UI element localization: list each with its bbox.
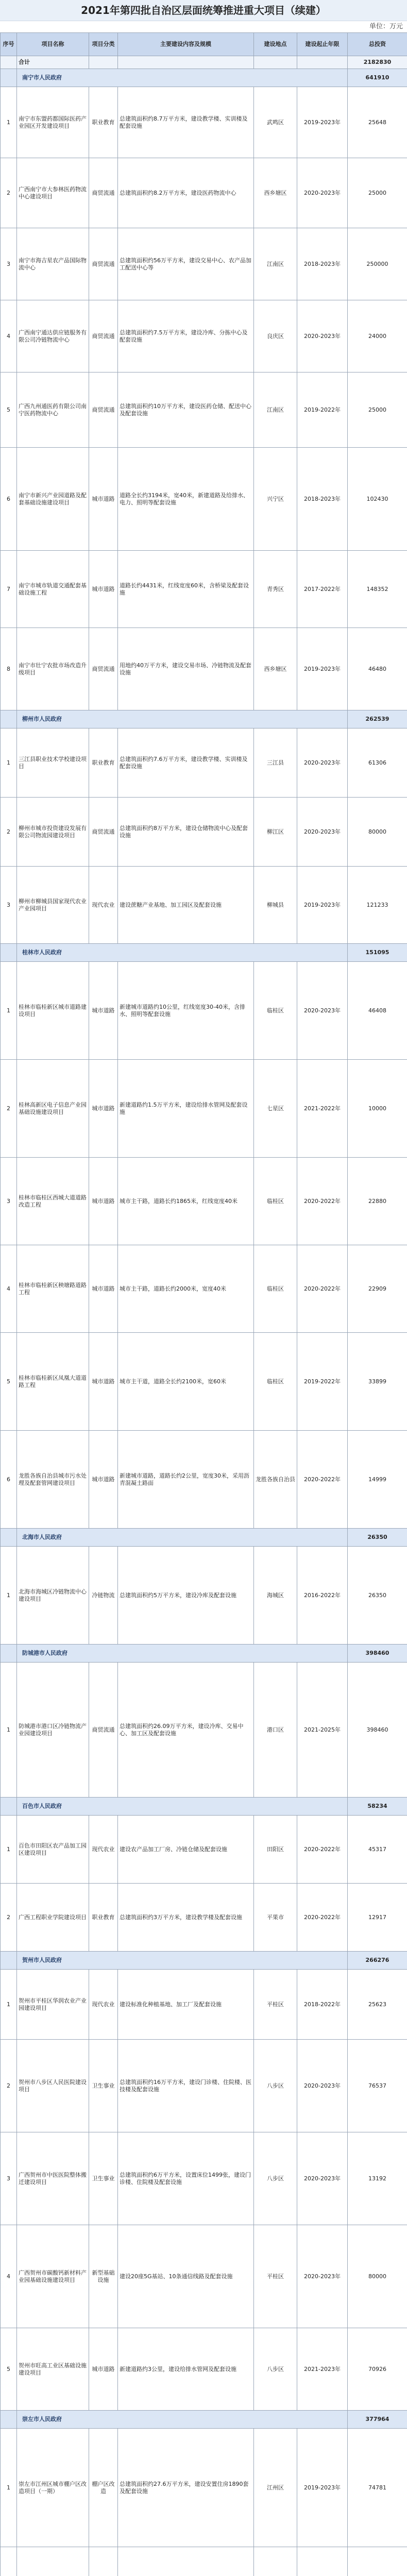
project-name: 贺州市八步区人民医院建设项目 (17, 2040, 89, 2132)
group-name: 北海市人民政府 (17, 1529, 348, 1547)
table-row (1, 1547, 407, 1645)
project-description: 道路长约4431米，红线宽度60米，含桥梁及配套设施 (118, 551, 254, 628)
project-investment: 45317 (348, 1816, 407, 1884)
project-description: 总建筑面积约10万平方米，建设医药仓储、配送中心及配套设施 (118, 372, 254, 448)
row-no: 3 (1, 228, 17, 300)
project-name: 龙胜各族自治县城市污水处理及配套管网建设项目 (17, 1431, 89, 1529)
table-row (1, 728, 407, 798)
row-no: 1 (1, 962, 17, 1060)
project-category: 职业教育 (89, 728, 118, 798)
project-investment: 70926 (348, 2328, 407, 2411)
project-years: 2020-2023年 (297, 2225, 348, 2328)
project-investment: 46480 (348, 628, 407, 710)
project-name: 广西九州通医药有限公司南宁医药物流中心 (17, 372, 89, 448)
project-investment: 46408 (348, 962, 407, 1060)
project-description: 总建筑面积约8.2万平方米，建设医药物流中心 (118, 158, 254, 228)
table-row (1, 1970, 407, 2040)
project-category: 城市道路 (89, 962, 118, 1060)
total-amount: 2182830 (348, 56, 407, 69)
project-category: 现代农业 (89, 1970, 118, 2040)
project-name: 南宁市新兴产业园道路及配套基础设施建设项目 (17, 448, 89, 551)
group-row (1, 69, 407, 87)
project-category: 商贸流通 (89, 158, 118, 228)
table-row (1, 2040, 407, 2132)
project-category: 城市道路 (89, 1333, 118, 1431)
project-location: 武鸣区 (254, 87, 297, 158)
project-investment: 121233 (348, 867, 407, 944)
project-years: 2020-2022年 (297, 1431, 348, 1529)
project-name: 北海市海城区冷链物流中心建设项目 (17, 1547, 89, 1645)
project-location: 临桂区 (254, 1245, 297, 1333)
project-description: 新建城市道路约10公里，红线宽度30-40米，含排水、照明等配套设施 (118, 962, 254, 1060)
group-no-cell (1, 69, 17, 87)
project-location: 八步区 (254, 2132, 297, 2225)
project-location: 江南区 (254, 372, 297, 448)
project-description: 总建筑面积约6万平方米，设置床位1499张，建设门诊楼、住院楼及配套设施 (118, 2132, 254, 2225)
table-row (1, 1060, 407, 1158)
project-investment: 25000 (348, 372, 407, 448)
group-no-cell (1, 1798, 17, 1816)
project-name: 桂林市临桂新区城市道路建设项目 (17, 962, 89, 1060)
project-investment: 102430 (348, 448, 407, 551)
row-no: 3 (1, 1158, 17, 1245)
group-no-cell (1, 710, 17, 728)
project-description: 建设农产品加工厂房、冷链仓储及配套设施 (118, 1816, 254, 1884)
project-description: 城市主干路，道路长约1865米，红线宽度40米 (118, 1158, 254, 1245)
project-location: 七星区 (254, 1060, 297, 1158)
project-name: 广西南宁市大参林医药物流中心建设项目 (17, 158, 89, 228)
project-category: 商贸流通 (89, 798, 118, 867)
row-no: 2 (1, 158, 17, 228)
project-description: 总建筑面积约56万平方米，建设交易中心、农产品加工配送中心等 (118, 228, 254, 300)
table-row (1, 158, 407, 228)
group-amount: 58234 (348, 1798, 407, 1816)
project-location: 平桂区 (254, 2225, 297, 2328)
project-category: 职业教育 (89, 87, 118, 158)
row-no: 1 (1, 1663, 17, 1798)
group-row (1, 710, 407, 728)
project-name: 柳州市城市投资建设发展有限公司物流园建设项目 (17, 798, 89, 867)
project-location: 青秀区 (254, 551, 297, 628)
table-row (1, 1431, 407, 1529)
table-row (1, 1158, 407, 1245)
group-name: 崇左市人民政府 (17, 2411, 348, 2429)
project-description: 新建道路约3公里，建设给排水管网及配套设施 (118, 2328, 254, 2411)
project-years: 2020-2022年 (297, 1158, 348, 1245)
group-no-cell (1, 1529, 17, 1547)
table-row (1, 228, 407, 300)
group-name: 贺州市人民政府 (17, 1952, 348, 1970)
project-investment: 12917 (348, 1884, 407, 1952)
table-row (1, 1884, 407, 1952)
project-location: 临桂区 (254, 1158, 297, 1245)
project-name: 桂林市临桂新区秧塘路道路工程 (17, 1245, 89, 1333)
project-description (118, 2547, 254, 2576)
project-category: 卫生事业 (89, 2132, 118, 2225)
row-no: 6 (1, 448, 17, 551)
project-years: 2021-2023年 (297, 2328, 348, 2411)
table-row (1, 87, 407, 158)
row-no: 8 (1, 628, 17, 710)
header-no: 序号 (1, 33, 17, 56)
project-name: 贺州市旺高工业区基础设施建设项目 (17, 2328, 89, 2411)
project-location: 兴宁区 (254, 448, 297, 551)
project-category: 新型基础设施 (89, 2225, 118, 2328)
group-name: 百色市人民政府 (17, 1798, 348, 1816)
row-no: 3 (1, 867, 17, 944)
project-name: 广西贺州市中医医院整体搬迁建设项目 (17, 2132, 89, 2225)
header-row (1, 33, 407, 56)
row-no: 3 (1, 2132, 17, 2225)
project-category: 商贸流通 (89, 372, 118, 448)
project-name: 广西贺州市碳酸钙新材料产业园基础设施建设项目 (17, 2225, 89, 2328)
project-category: 职业教育 (89, 1884, 118, 1952)
project-description: 建设蔗糖产业基地、加工园区及配套设施 (118, 867, 254, 944)
project-description: 建设20座5G基站、10条通信线路及配套设施 (118, 2225, 254, 2328)
project-years: 2020-2023年 (297, 728, 348, 798)
table-row (1, 448, 407, 551)
project-years: 2019-2023年 (297, 87, 348, 158)
project-location: 八步区 (254, 2328, 297, 2411)
group-amount: 26350 (348, 1529, 407, 1547)
table-row (1, 2328, 407, 2411)
project-investment: 80000 (348, 798, 407, 867)
project-location: 临桂区 (254, 962, 297, 1060)
table-row (1, 798, 407, 867)
group-row (1, 1798, 407, 1816)
project-years: 2020-2023年 (297, 158, 348, 228)
total-empty-cell (254, 56, 297, 69)
header-location: 建设地点 (254, 33, 297, 56)
project-name: 桂林高新区电子信息产业园基础设施建设项目 (17, 1060, 89, 1158)
total-empty-cell (297, 56, 348, 69)
group-no-cell (1, 1952, 17, 1970)
project-years: 2020-2022年 (297, 1816, 348, 1884)
project-description: 新建城市道路，道路长约2公里，宽度30米，采用沥青混凝土路面 (118, 1431, 254, 1529)
row-no: 4 (1, 1245, 17, 1333)
project-investment: 398460 (348, 1663, 407, 1798)
project-location: 西乡塘区 (254, 628, 297, 710)
project-name: 防城港市港口区冷链物流产业园建设项目 (17, 1663, 89, 1798)
project-category: 城市道路 (89, 1158, 118, 1245)
project-category: 商贸流通 (89, 228, 118, 300)
project-years: 2016-2022年 (297, 1547, 348, 1645)
project-investment: 80000 (348, 2225, 407, 2328)
project-location: 良庆区 (254, 300, 297, 372)
project-description: 总建筑面积约16万平方米，建设门诊楼、住院楼、医技楼及配套设施 (118, 2040, 254, 2132)
project-investment: 25623 (348, 1970, 407, 2040)
project-category: 棚户区改造 (89, 2429, 118, 2547)
project-name: 三江县职业技术学校建设项目 (17, 728, 89, 798)
header-investment: 总投资 (348, 33, 407, 56)
group-amount: 266276 (348, 1952, 407, 1970)
row-no: 1 (1, 2429, 17, 2547)
project-investment: 14999 (348, 1431, 407, 1529)
projects-table (0, 32, 407, 2576)
group-amount: 641910 (348, 69, 407, 87)
project-years: 2019-2022年 (297, 1333, 348, 1431)
project-category: 现代农业 (89, 1816, 118, 1884)
project-investment: 13192 (348, 2132, 407, 2225)
project-category: 冷链物流 (89, 1547, 118, 1645)
project-investment: 148352 (348, 551, 407, 628)
table-row (1, 2547, 407, 2576)
project-location: 港口区 (254, 1663, 297, 1798)
total-row (1, 56, 407, 69)
project-years: 2020-2023年 (297, 2040, 348, 2132)
header-category: 项目分类 (89, 33, 118, 56)
table-row (1, 372, 407, 448)
table-row (1, 2225, 407, 2328)
project-category: 城市道路 (89, 2328, 118, 2411)
project-description: 道路全长约3194米，宽40米，新建道路及给排水、电力、照明等配套设施 (118, 448, 254, 551)
row-no: 1 (1, 728, 17, 798)
project-investment: 22880 (348, 1158, 407, 1245)
project-category: 商贸流通 (89, 1663, 118, 1798)
table-row (1, 1245, 407, 1333)
project-location: 三江县 (254, 728, 297, 798)
project-description: 新建道路约1.5万平方米，建设给排水管网及配套设施 (118, 1060, 254, 1158)
project-investment: 25000 (348, 158, 407, 228)
project-years: 2017-2022年 (297, 551, 348, 628)
project-location: 平桂区 (254, 1970, 297, 2040)
project-description: 用地约40万平方米，建设交易市场、冷链物流及配套设施 (118, 628, 254, 710)
table-row (1, 962, 407, 1060)
project-name: 南宁市海吉星农产品国际物流中心 (17, 228, 89, 300)
project-name: 南宁市城市轨道交通配套基础设施工程 (17, 551, 89, 628)
project-description: 总建筑面积约7.6万平方米，建设教学楼、实训楼及配套设施 (118, 728, 254, 798)
project-investment: 61306 (348, 728, 407, 798)
table-row (1, 551, 407, 628)
project-investment: 33899 (348, 1333, 407, 1431)
project-category: 卫生事业 (89, 2040, 118, 2132)
table-row (1, 2429, 407, 2547)
table-row (1, 300, 407, 372)
project-years: 2020-2023年 (297, 798, 348, 867)
project-description: 总建筑面积约26.09万平方米，建设冷库、交易中心、加工区及配套设施 (118, 1663, 254, 1798)
project-years: 2020-2022年 (297, 1245, 348, 1333)
group-row (1, 1529, 407, 1547)
row-no: 2 (1, 1884, 17, 1952)
table-row (1, 1333, 407, 1431)
total-no-cell (1, 56, 17, 69)
group-row (1, 944, 407, 962)
total-empty-cell (118, 56, 254, 69)
project-location: 江州区 (254, 2429, 297, 2547)
group-name: 防城港市人民政府 (17, 1645, 348, 1663)
project-investment: 76537 (348, 2040, 407, 2132)
project-years (297, 2547, 348, 2576)
project-years: 2021-2025年 (297, 1663, 348, 1798)
row-no: 6 (1, 1431, 17, 1529)
header-years: 建设起止年限 (297, 33, 348, 56)
row-no: 7 (1, 551, 17, 628)
project-location: 海城区 (254, 1547, 297, 1645)
project-location: 龙胜各族自治县 (254, 1431, 297, 1529)
project-years: 2019-2022年 (297, 372, 348, 448)
table-body (1, 56, 407, 2576)
row-no: 5 (1, 372, 17, 448)
project-years: 2019-2023年 (297, 2429, 348, 2547)
table-row (1, 628, 407, 710)
project-name: 南宁市壮宁农批市场改造升级项目 (17, 628, 89, 710)
project-location: 柳城县 (254, 867, 297, 944)
total-empty-cell (89, 56, 118, 69)
unit-label: 单位：万元 (369, 23, 403, 30)
project-description: 总建筑面积约3万平方米，建设教学楼及配套设施 (118, 1884, 254, 1952)
project-name: 南宁市东盟药都国际医药产业园区开发建设项目 (17, 87, 89, 158)
project-name: 贺州市平桂区华润农业产业园建设项目 (17, 1970, 89, 2040)
project-years: 2019-2023年 (297, 867, 348, 944)
document-title: 2021年第四批自治区层面统筹推进重大项目（续建） (0, 0, 407, 21)
group-no-cell (1, 944, 17, 962)
row-no: 2 (1, 2040, 17, 2132)
project-years: 2020-2023年 (297, 962, 348, 1060)
project-description: 总建筑面积约8.7万平方米，建设教学楼、实训楼及配套设施 (118, 87, 254, 158)
project-category: 城市道路 (89, 1245, 118, 1333)
project-years: 2018-2023年 (297, 448, 348, 551)
table-row (1, 1816, 407, 1884)
project-location: 田阳区 (254, 1816, 297, 1884)
project-category: 城市道路 (89, 1431, 118, 1529)
row-no: 1 (1, 1816, 17, 1884)
group-row (1, 1645, 407, 1663)
project-years: 2020-2022年 (297, 1884, 348, 1952)
project-investment: 24000 (348, 300, 407, 372)
project-investment: 250000 (348, 228, 407, 300)
project-location: 西乡塘区 (254, 158, 297, 228)
project-name: 桂林市临桂区西城大道道路改造工程 (17, 1158, 89, 1245)
group-no-cell (1, 1645, 17, 1663)
group-name: 南宁市人民政府 (17, 69, 348, 87)
project-location: 平果市 (254, 1884, 297, 1952)
project-location (254, 2547, 297, 2576)
project-investment: 74781 (348, 2429, 407, 2547)
project-category: 城市道路 (89, 551, 118, 628)
project-investment: 22909 (348, 1245, 407, 1333)
project-name: 广西南宁通达供应链服务有限公司冷链物流中心 (17, 300, 89, 372)
group-amount: 398460 (348, 1645, 407, 1663)
header-description: 主要建设内容及规模 (118, 33, 254, 56)
group-amount: 262539 (348, 710, 407, 728)
project-investment: 25648 (348, 87, 407, 158)
group-amount: 151095 (348, 944, 407, 962)
row-no: 5 (1, 2328, 17, 2411)
table-row (1, 2132, 407, 2225)
project-category: 城市道路 (89, 448, 118, 551)
table-row (1, 1663, 407, 1798)
row-no: 5 (1, 1333, 17, 1431)
project-name: 桂林市临桂新区凤凰大道道路工程 (17, 1333, 89, 1431)
row-no: 4 (1, 300, 17, 372)
group-name: 桂林市人民政府 (17, 944, 348, 962)
project-location: 江南区 (254, 228, 297, 300)
row-no: 2 (1, 798, 17, 867)
project-name: 崇左市江州区城市棚户区改造项目（一期） (17, 2429, 89, 2547)
project-description: 总建筑面积约27.6万平方米，建设安置住房1890套及配套设施 (118, 2429, 254, 2547)
project-name: 柳州市柳城县国家现代农业产业园项目 (17, 867, 89, 944)
row-no: 1 (1, 87, 17, 158)
project-description: 城市主干路，道路长约2000米，宽度40米 (118, 1245, 254, 1333)
group-row (1, 2411, 407, 2429)
project-years: 2020-2023年 (297, 2132, 348, 2225)
project-description: 城市主干道，道路全长约2100米，宽60米 (118, 1333, 254, 1431)
total-label: 合计 (17, 56, 89, 69)
project-location: 柳江区 (254, 798, 297, 867)
header-name: 项目名称 (17, 33, 89, 56)
row-no (1, 2547, 17, 2576)
project-years: 2020-2023年 (297, 300, 348, 372)
table-row (1, 867, 407, 944)
row-no: 4 (1, 2225, 17, 2328)
project-investment: 26350 (348, 1547, 407, 1645)
group-amount: 377964 (348, 2411, 407, 2429)
project-description: 总建筑面积约8万平方米，建设仓储物流中心及配套设施 (118, 798, 254, 867)
project-years: 2018-2023年 (297, 228, 348, 300)
project-years: 2019-2023年 (297, 628, 348, 710)
project-name (17, 2547, 89, 2576)
group-no-cell (1, 2411, 17, 2429)
project-description: 总建筑面积约7.5万平方米，建设冷库、分拣中心及配套设施 (118, 300, 254, 372)
project-category: 现代农业 (89, 867, 118, 944)
group-row (1, 1952, 407, 1970)
row-no: 1 (1, 1547, 17, 1645)
project-category: 商贸流通 (89, 300, 118, 372)
project-description: 总建筑面积约5万平方米，建设冷库及配套设施 (118, 1547, 254, 1645)
project-name: 广西工程职业学院建设项目 (17, 1884, 89, 1952)
project-investment (348, 2547, 407, 2576)
project-location: 临桂区 (254, 1333, 297, 1431)
project-category: 商贸流通 (89, 628, 118, 710)
project-years: 2018-2022年 (297, 1970, 348, 2040)
project-location: 八步区 (254, 2040, 297, 2132)
row-no: 2 (1, 1060, 17, 1158)
project-category: 城市道路 (89, 1060, 118, 1158)
group-name: 柳州市人民政府 (17, 710, 348, 728)
row-no: 1 (1, 1970, 17, 2040)
project-name: 百色市田阳区农产品加工园区建设项目 (17, 1816, 89, 1884)
project-years: 2021-2022年 (297, 1060, 348, 1158)
project-category (89, 2547, 118, 2576)
project-description: 建设标准化种植基地、加工厂及配套设施 (118, 1970, 254, 2040)
project-investment: 10000 (348, 1060, 407, 1158)
